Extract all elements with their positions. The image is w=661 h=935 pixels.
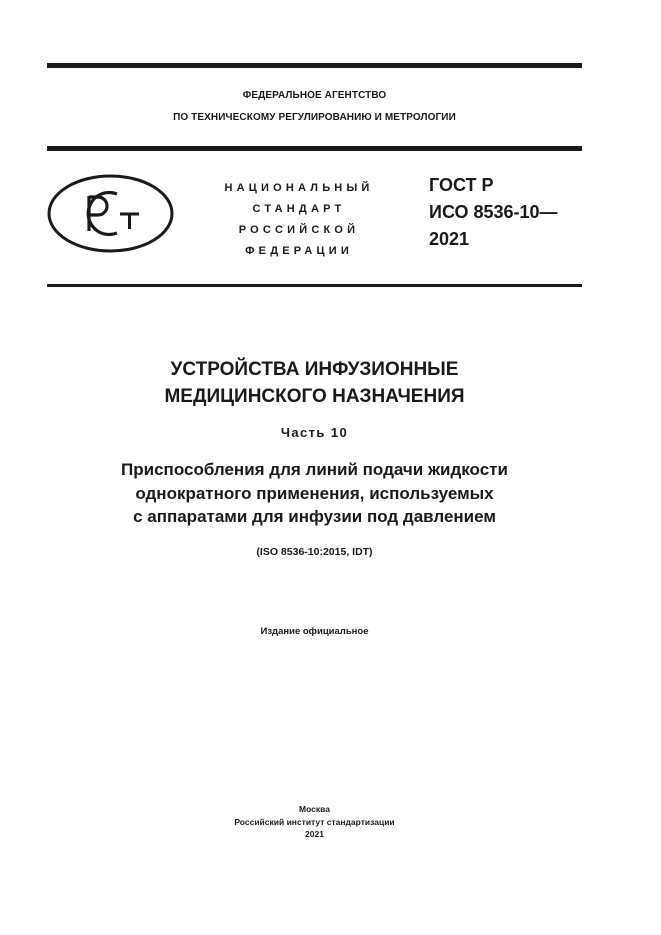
- top-rule: [47, 63, 582, 68]
- standard-designation: [429, 172, 558, 253]
- subtitle-line-3: с аппаратами для инфузии под давлением: [133, 507, 496, 526]
- standard-type-line-4: ФЕДЕРАЦИИ: [245, 245, 353, 257]
- standard-type-line-3: РОССИЙСКОЙ: [238, 224, 360, 236]
- standard-type: [199, 178, 399, 262]
- rst-certification-mark-icon: [47, 174, 174, 253]
- designation-line-1: ГОСТ Р: [429, 175, 494, 195]
- standard-type-line-2: СТАНДАРТ: [252, 203, 346, 215]
- standard-type-line-1: НАЦИОНАЛЬНЫЙ: [224, 182, 374, 194]
- imprint: [47, 803, 582, 841]
- designation-line-2: ИСО 8536-10—: [429, 202, 558, 222]
- document-subtitle: [47, 458, 582, 529]
- title-line-2: МЕДИЦИНСКОГО НАЗНАЧЕНИЯ: [164, 386, 465, 407]
- title-line-1: УСТРОЙСТВА ИНФУЗИОННЫЕ: [170, 359, 459, 380]
- document-title: [47, 356, 582, 410]
- imprint-publisher: Российский институт стандартизации: [234, 816, 395, 827]
- agency-name-line-1: ФЕДЕРАЛЬНОЕ АГЕНТСТВО: [242, 90, 387, 101]
- iso-reference: (ISO 8536-10:2015, IDT): [256, 546, 373, 558]
- imprint-year: 2021: [305, 829, 324, 839]
- imprint-city: Москва: [299, 804, 330, 814]
- bottom-rule: [47, 284, 582, 287]
- subtitle-line-2: однократного применения, используемых: [135, 483, 494, 503]
- part-number: Часть 10: [280, 425, 349, 440]
- subtitle-line-1: Приспособления для линий подачи жидкости: [121, 460, 508, 479]
- edition-note: Издание официальное: [260, 626, 369, 637]
- agency-name-line-2: ПО ТЕХНИЧЕСКОМУ РЕГУЛИРОВАНИЮ И МЕТРОЛОГИИ: [173, 112, 456, 123]
- designation-line-3: 2021: [429, 229, 470, 249]
- middle-rule: [47, 146, 582, 151]
